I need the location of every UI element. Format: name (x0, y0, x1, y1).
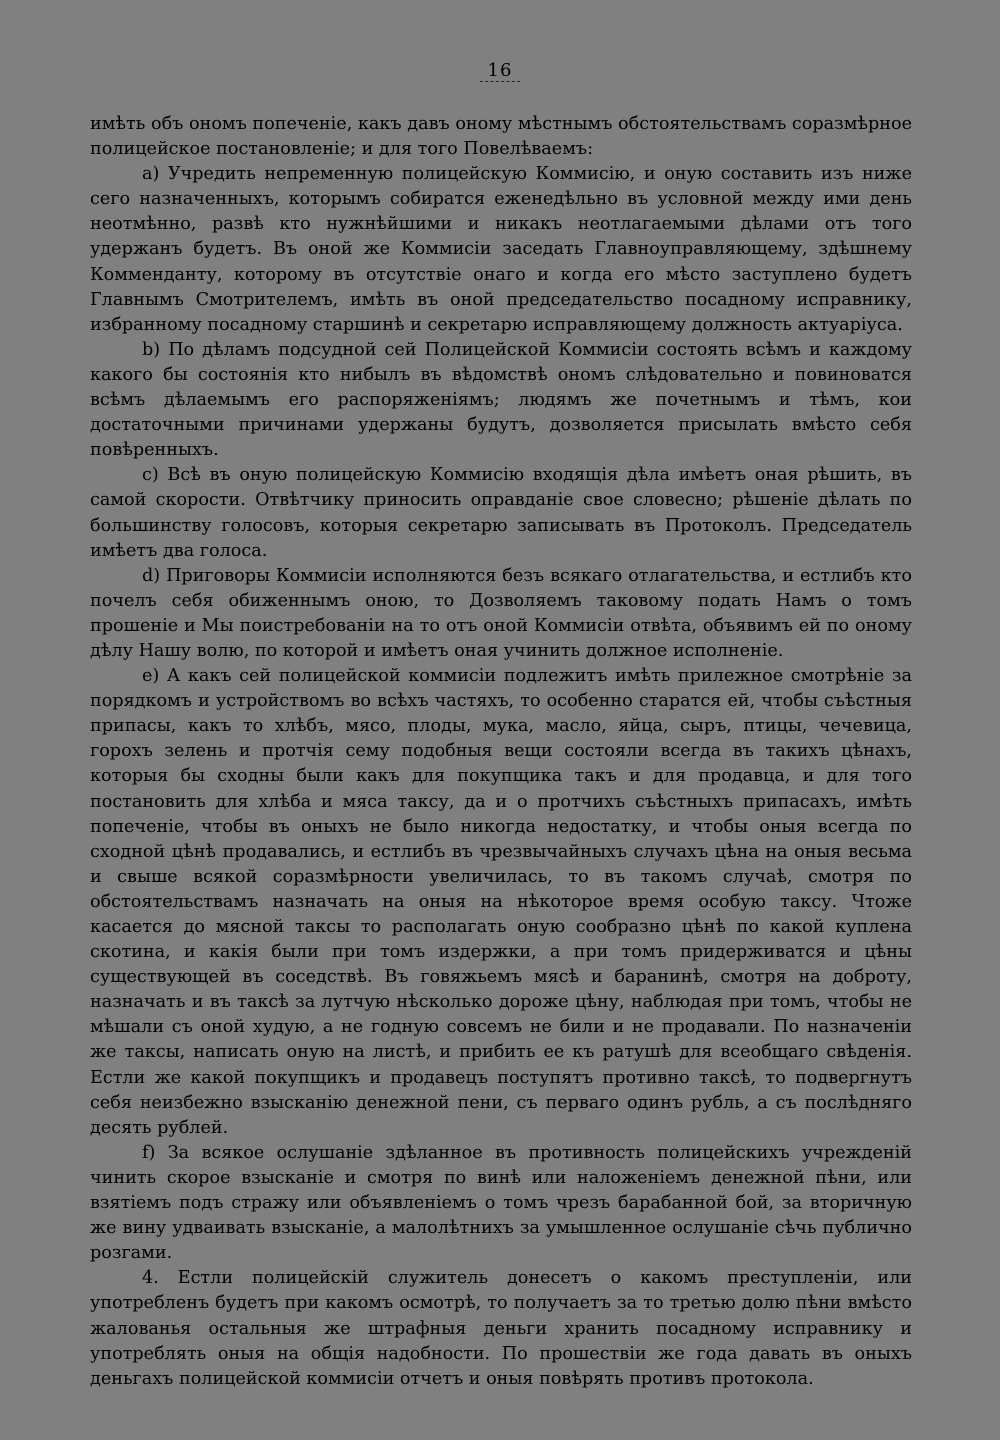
paragraph-c: c) Всѣ въ оную полицейскую Коммисію входящія дѣла имѣетъ оная рѣшить, въ самой скорости. Отвѣтчику приносить оправданіе свое словесно; рѣшеніе дѣлать по большинству голосовъ, которыя секретарю записывать въ Протоколъ. Председатель имѣетъ два голоса. (90, 465, 912, 561)
page-number-rule (480, 81, 520, 82)
paragraph-4: 4. Естли полицейскій служитель донесетъ о какомъ преступленіи, или употребленъ будетъ при какомъ осмотрѣ, то получаетъ за то третью долю пѣни вмѣсто жалованья остальныя же штрафныя деньги хранить посадному исправнику и употреблять оныя на общія надобности. По прошествіи же года давать въ оныхъ деньгахъ полицейской коммисіи отчетъ и оныя повѣрять противъ протокола. (90, 1268, 912, 1389)
paragraph-d: d) Приговоры Коммисіи исполняются безъ всякаго отлагательства, и естлибъ кто почелъ себя обиженнымъ оною, то Дозволяемъ таковому подать Намъ о томъ прошеніе и Мы поистребованіи на то отъ оной Коммисіи отвѣта, объявимъ ей по оному дѣлу Нашу волю, по которой и имѣетъ оная учинить должное исполненіе. (90, 565, 912, 661)
body-text (90, 112, 912, 1392)
paragraph-e: e) А какъ сей полицейской коммисіи подлежитъ имѣть прилежное смотрѣніе за порядкомъ и устройствомъ во всѣхъ частяхъ, то особенно старатся ей, чтобы съѣстныя припасы, какъ то хлѣбъ, мясо, плоды, мука, масло, яйца, сыръ, птицы, чечевица, горохъ зелень и протчія сему подобныя вещи состояли всегда въ такихъ цѣнахъ, которыя бы сходны были какъ для покупщика такъ и для продавца, и для того постановить для хлѣба и мяса таксу, да и о протчихъ съѣстныхъ припасахъ, имѣть попеченіе, чтобы въ оныхъ не было никогда недостатку, и чтобы оныя всегда по сходной цѣнѣ продавались, и естлибъ въ чрезвычайныхъ случахъ цѣна на оныя весьма и свыше всякой соразмѣрности увеличилась, то въ такомъ случаѣ, смотря по обстоятельствамъ назначать на оныя на нѣкоторое время особую таксу. Чтоже касается до мясной таксы то располагать оную сообразно цѣнѣ по какой куплена скотина, и какія были при томъ издержки, а при томъ придерживатся и цѣны существующей въ соседствѣ. Въ говяжьемъ мясѣ и баранинѣ, смотря на доброту, назначать и въ таксѣ за лутчую нѣсколько дороже цѣну, наблюдая при томъ, чтобы не мѣшали съ оной худую, а не годную совсемъ не били и не продавали. По назначеніи же таксы, написать оную на листѣ, и прибить ее къ ратушѣ для всеобщаго свѣденія. Естли же какой покупщикъ и продавецъ поступятъ противно таксѣ, то подвергнутъ себя неизбежно взысканію денежной пени, съ перваго одинъ рубль, а съ послѣдняго десять рублей. (90, 666, 912, 1138)
paragraph-intro: имѣть объ ономъ попеченіе, какъ давъ оному мѣстнымъ обстоятельствамъ соразмѣрное полицейское постановленіе; и для того Повелѣваемъ: (90, 114, 912, 160)
paragraph-a: a) Учредить непременную полицейскую Коммисію, и оную составить изъ ниже сего назначенныхъ, которымъ собиратся еженедѣльно въ условной между ими день неотмѣнно, развѣ кто нужнѣйшими и никакъ неотлагаемыми дѣлами отъ того удержанъ будетъ. Въ оной же Коммисіи заседать Главноуправляющему, здѣшнему Комменданту, которому въ отсутствіе онаго и когда его мѣсто заступлено будетъ Главнымъ Смотрителемъ, имѣть въ оной председательство посадному исправнику, избранному посадному старшинѣ и секретарю исправляющему должность актуаріуса. (90, 164, 912, 335)
paragraph-b: b) По дѣламъ подсудной сей Полицейской Коммисіи состоять всѣмъ и каждому какого бы состоянія кто нибылъ въ вѣдомствѣ ономъ слѣдовательно и повиноватся всѣмъ дѣлаемымъ его распоряженіямъ; людямъ же почетнымъ и тѣмъ, кои достаточными причинами удержаны будутъ, дозволяется присылать вмѣсто себя повѣренныхъ. (90, 339, 912, 461)
page-number (0, 60, 1000, 82)
page-number-text: 16 (487, 60, 513, 81)
paragraph-f: f) За всякое ослушаніе здѣланное въ противность полицейскихъ учрежденій чинить скорое взысканіе и смотря по винѣ или наложеніемъ денежной пѣни, или взятіемъ подъ стражу или объявленіемъ о томъ чрезъ барабанной бой, за вторичную же вину удваивать взысканіе, а малолѣтнихъ за умышленное ослушаніе сѣчь публично розгами. (90, 1142, 912, 1264)
